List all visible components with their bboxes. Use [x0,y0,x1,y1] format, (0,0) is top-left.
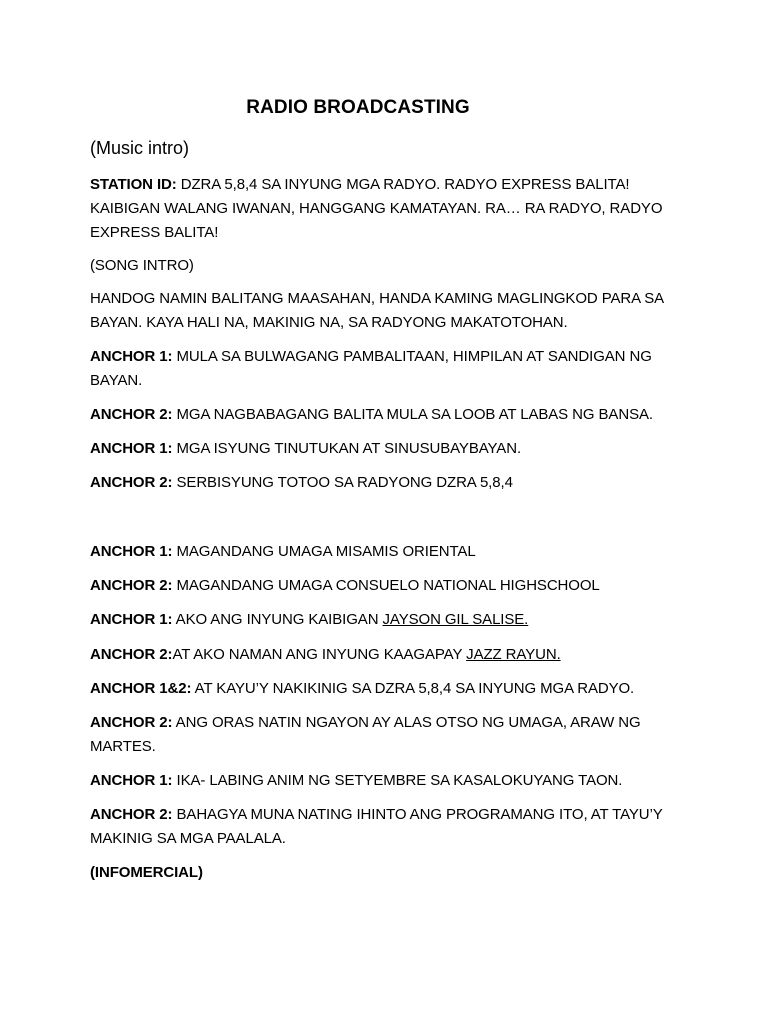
anchor-name: JAYSON GIL SALISE. [382,611,529,628]
speaker-label: ANCHOR 2: [90,646,173,663]
anchor-line-text: MGA ISYUNG TINUTUKAN AT SINUSUBAYBAYAN. [172,440,522,457]
anchor-line [90,769,690,793]
speaker-label: ANCHOR 2: [90,806,173,823]
speaker-label: ANCHOR 2: [90,406,173,423]
anchor-line-text: SERBISYUNG TOTOO SA RADYONG DZRA 5,8,4 [172,474,513,491]
anchor-line [90,574,690,598]
speaker-label: ANCHOR 2: [90,474,173,491]
station-id-label: STATION ID: [90,176,177,193]
speaker-label: ANCHOR 1: [90,440,173,457]
anchor-line-text: MULA SA BULWAGANG PAMBALITAAN, HIMPILAN AT SANDIGAN NG BAYAN. [90,348,652,389]
anchor-line [90,643,690,667]
anchor-line [90,803,690,851]
anchor-line [90,677,690,701]
document-title: RADIO BROADCASTING [246,97,470,118]
speaker-label: ANCHOR 1: [90,348,173,365]
speaker-label: ANCHOR 1: [90,772,173,789]
speaker-label: ANCHOR 2: [90,714,173,731]
anchor-line [90,471,690,495]
anchor-line [90,437,690,461]
anchor-line [90,608,690,632]
anchor-line [90,345,690,393]
anchor-line-text: MAGANDANG UMAGA CONSUELO NATIONAL HIGHSCHOOL [172,577,600,594]
anchor-line-text: ANG ORAS NATIN NGAYON AY ALAS OTSO NG UMAGA, ARAW NG MARTES. [90,714,641,755]
anchor-name: JAZZ RAYUN. [466,646,561,663]
infomercial-cue: (INFOMERCIAL) [90,864,203,881]
music-intro-cue: (Music intro) [90,138,190,158]
anchor-line-text: AT AKO NAMAN ANG INYUNG KAAGAPAY [172,646,467,663]
anchor-line-text: AT KAYU’Y NAKIKINIG SA DZRA 5,8,4 SA INYUNG MGA RADYO. [191,680,635,697]
anchor-line-text: AKO ANG INYUNG KAIBIGAN [172,611,383,628]
speaker-label: ANCHOR 1: [90,543,173,560]
anchor-line [90,540,690,564]
station-id-paragraph [90,173,690,245]
anchor-line-text: MGA NAGBABAGANG BALITA MULA SA LOOB AT LABAS NG BANSA. [172,406,653,423]
speaker-label: ANCHOR 2: [90,577,173,594]
speaker-label: ANCHOR 1: [90,611,173,628]
anchor-line-text: IKA- LABING ANIM NG SETYEMBRE SA KASALOKUYANG TAON. [172,772,623,789]
song-intro-cue: (SONG INTRO) [90,257,194,274]
anchor-line [90,711,690,759]
anchor-line-text: BAHAGYA MUNA NATING IHINTO ANG PROGRAMANG ITO, AT TAYU’Y MAKINIG SA MGA PAALALA. [90,806,663,847]
anchor-line [90,403,690,427]
speaker-label: ANCHOR 1&2: [90,680,192,697]
anchor-line-text: MAGANDANG UMAGA MISAMIS ORIENTAL [172,543,476,560]
handog-paragraph: HANDOG NAMIN BALITANG MAASAHAN, HANDA KAMING MAGLINGKOD PARA SA BAYAN. KAYA HALI NA, MAKINIG NA, SA RADYONG MAKATOTOHAN. [90,290,664,331]
station-id-text: DZRA 5,8,4 SA INYUNG MGA RADYO. RADYO EXPRESS BALITA! KAIBIGAN WALANG IWANAN, HANGGANG KAMATAYAN. RA… RA RADYO, RADYO EXPRESS BALITA! [90,176,663,241]
